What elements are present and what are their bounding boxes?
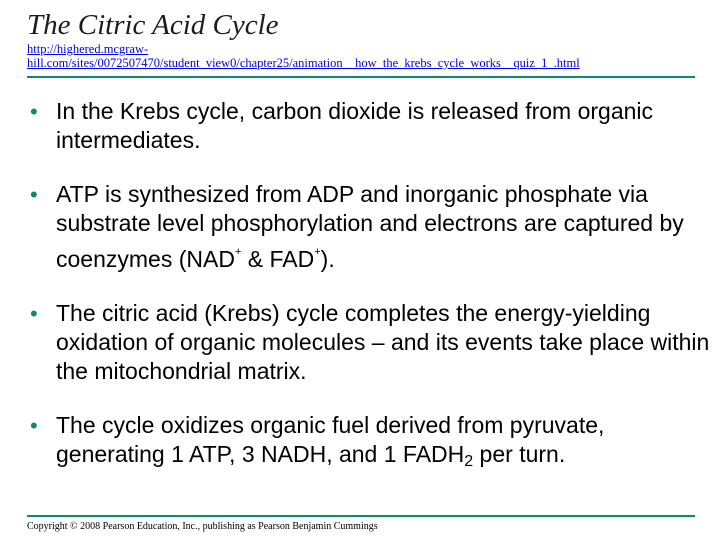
bottom-divider [27, 515, 695, 517]
superscript-plus: + [234, 246, 242, 258]
bullet-item-co2 [30, 97, 710, 155]
bullet-list [30, 97, 710, 501]
bullet-text: ). [320, 246, 335, 272]
bullet-text: The citric acid (Krebs) cycle completes the energy-yielding oxidation of organic molecules – and its events take place within the mitochondrial matrix. [56, 300, 710, 384]
link-line-1[interactable]: http://highered.mcgraw- [27, 42, 149, 56]
slide-title: The Citric Acid Cycle [27, 9, 279, 41]
top-divider [27, 76, 695, 78]
bullet-text: In the Krebs cycle, carbon dioxide is released from organic intermediates. [56, 98, 654, 153]
bullet-item-yield [30, 411, 710, 476]
bullet-dot-icon: • [30, 99, 38, 124]
bullet-dot-icon: • [30, 301, 38, 326]
animation-link[interactable] [27, 42, 647, 70]
bullet-item-matrix [30, 299, 710, 386]
bullet-text: ATP is synthesized from ADP and inorganic phosphate via substrate level phosphorylation and electrons are captured by coenzymes (NAD [56, 181, 684, 272]
superscript-plus: + [314, 246, 321, 258]
link-line-2[interactable]: hill.com/sites/0072507470/student_view0/chapter25/animation__how_the_krebs_cycle_works__quiz_1_.html [27, 56, 580, 70]
subscript-2: 2 [464, 453, 474, 470]
bullet-text: & FAD [241, 246, 315, 272]
bullet-item-atp [30, 180, 710, 274]
bullet-dot-icon: • [30, 182, 38, 207]
bullet-text: per turn. [473, 441, 566, 467]
copyright-footer: Copyright © 2008 Pearson Education, Inc., publishing as Pearson Benjamin Cummings [27, 521, 378, 532]
bullet-dot-icon: • [30, 413, 38, 438]
bullet-text: The cycle oxidizes organic fuel derived from pyruvate, generating 1 ATP, 3 NADH, and 1 FADH [56, 412, 605, 467]
